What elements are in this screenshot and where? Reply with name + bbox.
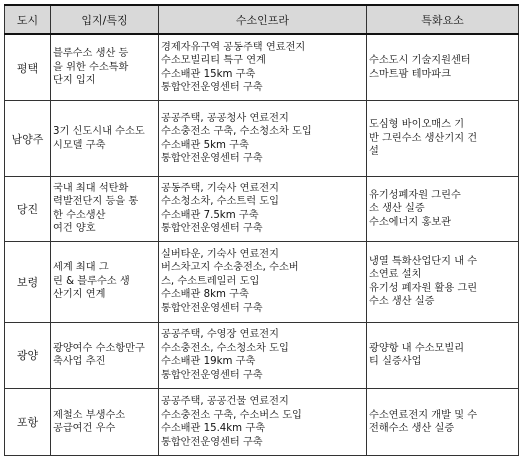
city-cell: 당진 <box>5 177 51 242</box>
infra-cell <box>159 34 367 101</box>
hydrogen-city-table <box>4 4 519 456</box>
special-cell <box>367 241 519 322</box>
special-line: 도심형 바이오매스 기 <box>369 119 465 131</box>
special-line: 소연료 설치 <box>369 269 422 281</box>
location-cell <box>51 101 159 177</box>
location-line: 여건 양호 <box>53 223 96 235</box>
location-cell <box>51 34 159 101</box>
location-line: 국내 최대 석탄화 <box>53 182 129 194</box>
infra-line: 공공주택, 공공건물 연료전지 <box>161 396 289 408</box>
infra-cell <box>159 241 367 322</box>
header-infra: 수소인프라 <box>159 5 367 34</box>
special-cell <box>367 322 519 389</box>
infra-cell <box>159 177 367 242</box>
special-line: 설 <box>369 146 379 158</box>
infra-line: 공동주택, 기숙사 연료전지 <box>161 182 279 194</box>
infra-cell <box>159 101 367 177</box>
header-location: 입지/특징 <box>51 5 159 34</box>
special-line: 수소도시 기술지원센터 <box>369 55 471 67</box>
city-cell: 평택 <box>5 34 51 101</box>
special-line: 반 그린수소 생산기지 건 <box>369 132 478 144</box>
infra-line: 수소충전소 구축, 수소버스 도입 <box>161 409 302 421</box>
table-header-row <box>5 5 519 34</box>
infra-cell <box>159 389 367 456</box>
location-line: 을 위한 수소특화 <box>53 61 129 73</box>
location-cell <box>51 322 159 389</box>
city-cell: 보령 <box>5 241 51 322</box>
infra-cell <box>159 322 367 389</box>
infra-line: 통합안전운영센터 구축 <box>161 436 263 448</box>
infra-line: 스, 수소트레일러 도입 <box>161 275 260 287</box>
header-city: 도시 <box>5 5 51 34</box>
table-row <box>5 389 519 456</box>
infra-line: 수소충전소, 수소청소차 도입 <box>161 342 289 354</box>
special-line: 유기성폐자원 그린수 <box>369 189 461 201</box>
special-line: 수소연료전지 개발 및 수 <box>369 409 478 421</box>
infra-line: 공공주택, 공공청사 연료전지 <box>161 112 289 124</box>
infra-line: 수소배관 15.4km 구축 <box>161 423 266 435</box>
special-cell <box>367 177 519 242</box>
table-row <box>5 177 519 242</box>
infra-line: 통합안전운영센터 구축 <box>161 153 263 165</box>
special-line: 수소 생산 실증 <box>369 296 435 308</box>
location-line: 제철소 부생수소 <box>53 409 126 421</box>
location-line: 시모델 구축 <box>53 139 106 151</box>
infra-line: 통합안전운영센터 구축 <box>161 223 263 235</box>
location-line: 축사업 추진 <box>53 356 106 368</box>
infra-line: 수소배관 15km 구축 <box>161 68 256 80</box>
location-line: 단지 입지 <box>53 75 96 87</box>
special-line: 유기성 폐자원 활용 그린 <box>369 282 478 294</box>
location-line: 블루수소 생산 등 <box>53 48 129 60</box>
city-cell: 남양주 <box>5 101 51 177</box>
infra-line: 경제자유구역 공동주택 연료전지 <box>161 41 306 53</box>
infra-line: 수소모빌리티 특구 연계 <box>161 55 266 67</box>
city-cell: 포항 <box>5 389 51 456</box>
infra-line: 공공주택, 수영장 연료전지 <box>161 329 279 341</box>
location-line: 광양여수 수소항만구 <box>53 342 145 354</box>
table-row <box>5 322 519 389</box>
special-line: 소 생산 실증 <box>369 203 425 215</box>
special-line: 티 실증사업 <box>369 356 422 368</box>
city-cell: 광양 <box>5 322 51 389</box>
table-row <box>5 101 519 177</box>
infra-line: 통합안전운영센터 구축 <box>161 302 263 314</box>
location-line: 3기 신도시내 수소도 <box>53 126 145 138</box>
infra-line: 수소청소차, 수소트럭 도입 <box>161 196 279 208</box>
location-cell <box>51 389 159 456</box>
header-special: 특화요소 <box>367 5 519 34</box>
infra-line: 수소충전소 구축, 수소청소차 도입 <box>161 126 312 138</box>
infra-line: 실버타운, 기숙사 연료전지 <box>161 248 279 260</box>
special-cell <box>367 34 519 101</box>
infra-line: 수소배관 8km 구축 <box>161 289 249 301</box>
infra-line: 수소배관 7.5km 구축 <box>161 209 259 221</box>
location-line: 력발전단지 등을 통 <box>53 196 139 208</box>
special-line: 냉열 특화산업단지 내 수 <box>369 255 478 267</box>
table-body <box>5 34 519 456</box>
special-line: 광양항 내 수소모빌리 <box>369 342 465 354</box>
table-row <box>5 34 519 101</box>
location-line: 공급여건 우수 <box>53 423 116 435</box>
special-cell <box>367 389 519 456</box>
special-line: 수소에너지 홍보관 <box>369 216 451 228</box>
infra-line: 수소배관 5km 구축 <box>161 139 249 151</box>
table-row <box>5 241 519 322</box>
location-line: 산기지 연계 <box>53 289 106 301</box>
infra-line: 통합안전운영센터 구축 <box>161 369 263 381</box>
special-cell <box>367 101 519 177</box>
infra-line: 통합안전운영센터 구축 <box>161 82 263 94</box>
location-line: 한 수소생산 <box>53 209 106 221</box>
location-cell <box>51 177 159 242</box>
special-line: 전해수소 생산 실증 <box>369 423 455 435</box>
infra-line: 버스차고지 수소충전소, 수소버 <box>161 262 299 274</box>
location-line: 린 & 블루수소 생 <box>53 275 130 287</box>
location-line: 세계 최대 그 <box>53 262 109 274</box>
special-line: 스마트팜 테마파크 <box>369 68 451 80</box>
location-cell <box>51 241 159 322</box>
infra-line: 수소배관 19km 구축 <box>161 356 256 368</box>
